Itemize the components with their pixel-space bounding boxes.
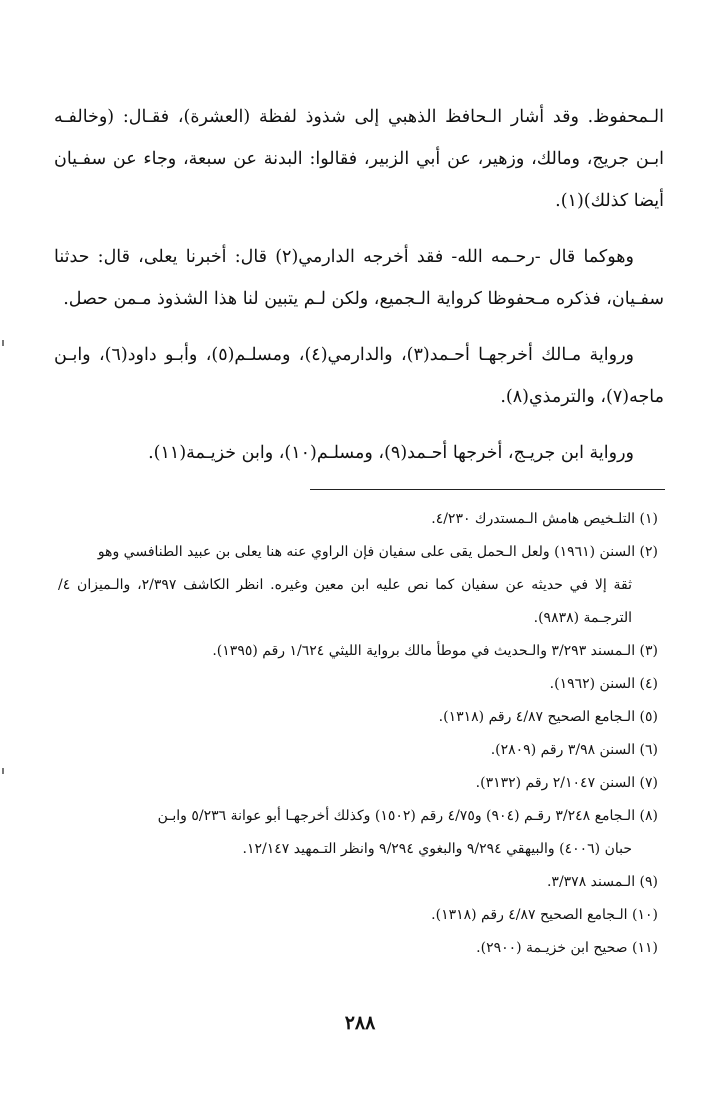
page-number: ٢٨٨ (344, 1012, 376, 1034)
footnote-11: (١١) صحيح ابن خزيـمة (٢٩٠٠). (476, 940, 658, 956)
footnote-3: (٣) الـمسند ٣/٢٩٣ والـحديث في موطأ مالك برواية الليثي ١/٦٢٤ رقم (١٣٩٥). (212, 643, 658, 659)
footnote-4: (٤) السنن (١٩٦٢). (549, 676, 658, 692)
footnote-separator (310, 489, 665, 490)
footnote-6: (٦) السنن ٣/٩٨ رقم (٢٨٠٩). (490, 742, 658, 758)
footnote-9: (٩) الـمسند ٣/٣٧٨. (546, 874, 658, 890)
scan-edge-mark (2, 340, 4, 346)
paragraph-1: الـمحفوظ. وقد أشار الـحافظ الذهبي إلى شذوذ لفظة (العشرة)، فقـال: (وخالفـه ابـن جريج، ومالك، وزهير، عن أبي الزبير، فقالوا: البدنة عن سبعة، وجاء عن سفـيان أيضا كذلك)(١). (54, 107, 664, 211)
footnote-8-continuation: حبان (٤٠٠٦) والبيهقي ٩/٢٩٤ والبغوي ٩/٢٩٤ وانظر التـمهيد ١٢/١٤٧. (242, 841, 632, 857)
footnote-10: (١٠) الـجامع الصحيح ٤/٨٧ رقم (١٣١٨). (431, 907, 658, 923)
footnote-7: (٧) السنن ٢/١٠٤٧ رقم (٣١٣٢). (475, 775, 658, 791)
footnote-2: (٢) السنن (١٩٦١) ولعل الـحمل يقى على سفيان فإن الراوي عنه هنا يعلى بن عبيد الطنافسي وهو ثقة إلا في حديثه عن سفيان كما نص عليه ابن معين وغيره. انظر الكاشف ٢/٣٩٧، والـميزان ٤/الترجـمة (٩٨٣٨). (58, 536, 658, 635)
footnotes (58, 503, 658, 965)
footnote-2-continuation: ثقة إلا في حديثه عن سفيان كما نص عليه ابن معين وغيره. انظر الكاشف ٢/٣٩٧، والـميزان ٤/الترجـمة (٩٨٣٨). (58, 577, 632, 626)
paragraph-2: وهوكما قال -رحـمه الله- فقد أخرجه الدارمي(٢) قال: أخبرنا يعلى، قال: حدثنا سفـيان، فذكره مـحفوظا كرواية الـجميع، ولكن لـم يتبين لنا هذا الشذوذ مـمن حصل. (54, 247, 664, 309)
footnote-1: (١) التلـخيص هامش الـمستدرك ٤/٢٣٠. (431, 511, 658, 527)
scan-edge-mark (2, 768, 4, 774)
footnote-8: (٨) الـجامع ٣/٢٤٨ رقـم (٩٠٤) و٤/٧٥ رقم (١٥٠٢) وكذلك أخرجهـا أبو عوانة ٥/٢٣٦ وابـن حبان (٤٠٠٦) والبيهقي ٩/٢٩٤ والبغوي ٩/٢٩٤ وانظر التـمهيد ١٢/١٤٧. (58, 800, 658, 866)
paragraph-4: ورواية ابن جريـج، أخرجها أحـمد(٩)، ومسلـم(١٠)، وابن خزيـمة(١١). (148, 443, 634, 463)
main-text (54, 96, 664, 488)
footnote-5: (٥) الـجامع الصحيح ٤/٨٧ رقم (١٣١٨). (438, 709, 658, 725)
paragraph-3: ورواية مـالك أخرجهـا أحـمد(٣)، والدارمي(٤)، ومسلـم(٥)، وأبـو داود(٦)، وابـن ماجه(٧)، والترمذي(٨). (54, 345, 664, 407)
